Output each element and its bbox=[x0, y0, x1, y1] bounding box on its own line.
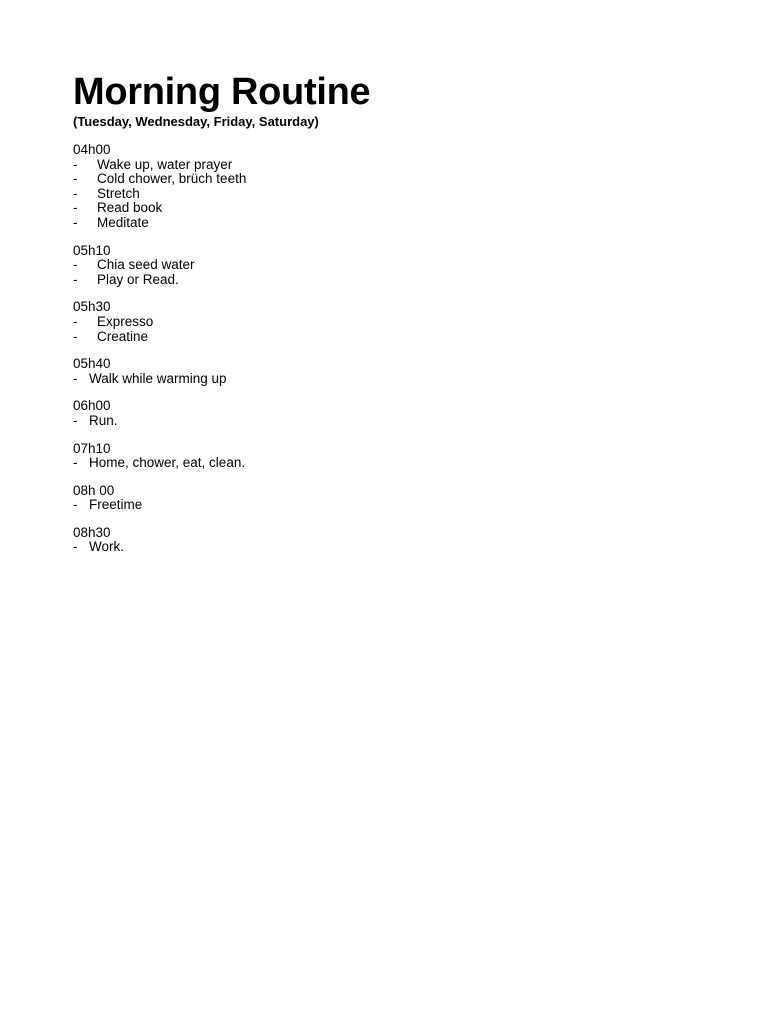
routine-section-0510 bbox=[73, 244, 713, 288]
list-item bbox=[73, 172, 713, 187]
list-item-text: Play or Read. bbox=[97, 271, 179, 287]
routine-section-0830 bbox=[73, 526, 713, 555]
list-item-text: Walk while warming up bbox=[89, 370, 227, 386]
section-time: 05h30 bbox=[73, 299, 111, 315]
list-item bbox=[73, 216, 713, 231]
routine-section-0600 bbox=[73, 399, 713, 428]
routine-section-0400 bbox=[73, 143, 713, 231]
list-item bbox=[73, 187, 713, 202]
section-time: 06h00 bbox=[73, 398, 111, 414]
list-item-text: Wake up, water prayer bbox=[97, 156, 233, 172]
list-item bbox=[73, 330, 713, 345]
bullet-dash: - bbox=[73, 171, 78, 187]
section-time: 05h10 bbox=[73, 242, 111, 258]
list-item bbox=[73, 273, 713, 288]
list-item bbox=[73, 258, 713, 273]
section-time: 08h30 bbox=[73, 524, 111, 540]
list-item bbox=[73, 414, 713, 429]
section-time: 07h10 bbox=[73, 440, 111, 456]
list-item-text: Chia seed water bbox=[97, 257, 195, 273]
page-title: Morning Routine bbox=[73, 71, 371, 113]
document-page bbox=[73, 70, 713, 555]
list-item bbox=[73, 498, 713, 513]
bullet-dash: - bbox=[73, 370, 78, 386]
routine-section-0530 bbox=[73, 300, 713, 344]
bullet-dash: - bbox=[73, 328, 78, 344]
list-item-text: Meditate bbox=[97, 214, 149, 230]
bullet-dash: - bbox=[73, 497, 78, 513]
bullet-dash: - bbox=[73, 412, 78, 428]
section-time: 08h 00 bbox=[73, 482, 115, 498]
list-item-text: Freetime bbox=[89, 497, 143, 513]
list-item bbox=[73, 372, 713, 387]
section-time: 04h00 bbox=[73, 142, 111, 157]
list-item-text: Run. bbox=[89, 412, 118, 428]
routine-section-0540 bbox=[73, 357, 713, 386]
bullet-dash: - bbox=[73, 271, 78, 287]
bullet-dash: - bbox=[73, 539, 78, 555]
list-item bbox=[73, 540, 713, 555]
section-time: 05h40 bbox=[73, 356, 111, 372]
routine-section-0800 bbox=[73, 484, 713, 513]
bullet-dash: - bbox=[73, 156, 78, 172]
list-item-text: Stretch bbox=[97, 185, 140, 201]
list-item-text: Work. bbox=[89, 539, 125, 555]
page-subtitle: (Tuesday, Wednesday, Friday, Saturday) bbox=[73, 114, 319, 129]
list-item bbox=[73, 456, 713, 471]
bullet-dash: - bbox=[73, 185, 78, 201]
list-item-text: Read book bbox=[97, 200, 163, 216]
bullet-dash: - bbox=[73, 200, 78, 216]
list-item-text: Cold chower, brüch teeth bbox=[97, 171, 247, 187]
list-item bbox=[73, 315, 713, 330]
list-item-text: Home, chower, eat, clean. bbox=[89, 455, 246, 471]
routine-section-0710 bbox=[73, 442, 713, 471]
bullet-dash: - bbox=[73, 214, 78, 230]
list-item bbox=[73, 201, 713, 216]
bullet-dash: - bbox=[73, 455, 78, 471]
bullet-dash: - bbox=[73, 257, 78, 273]
bullet-dash: - bbox=[73, 313, 78, 329]
list-item-text: Creatine bbox=[97, 328, 149, 344]
list-item bbox=[73, 158, 713, 173]
list-item-text: Expresso bbox=[97, 313, 154, 329]
